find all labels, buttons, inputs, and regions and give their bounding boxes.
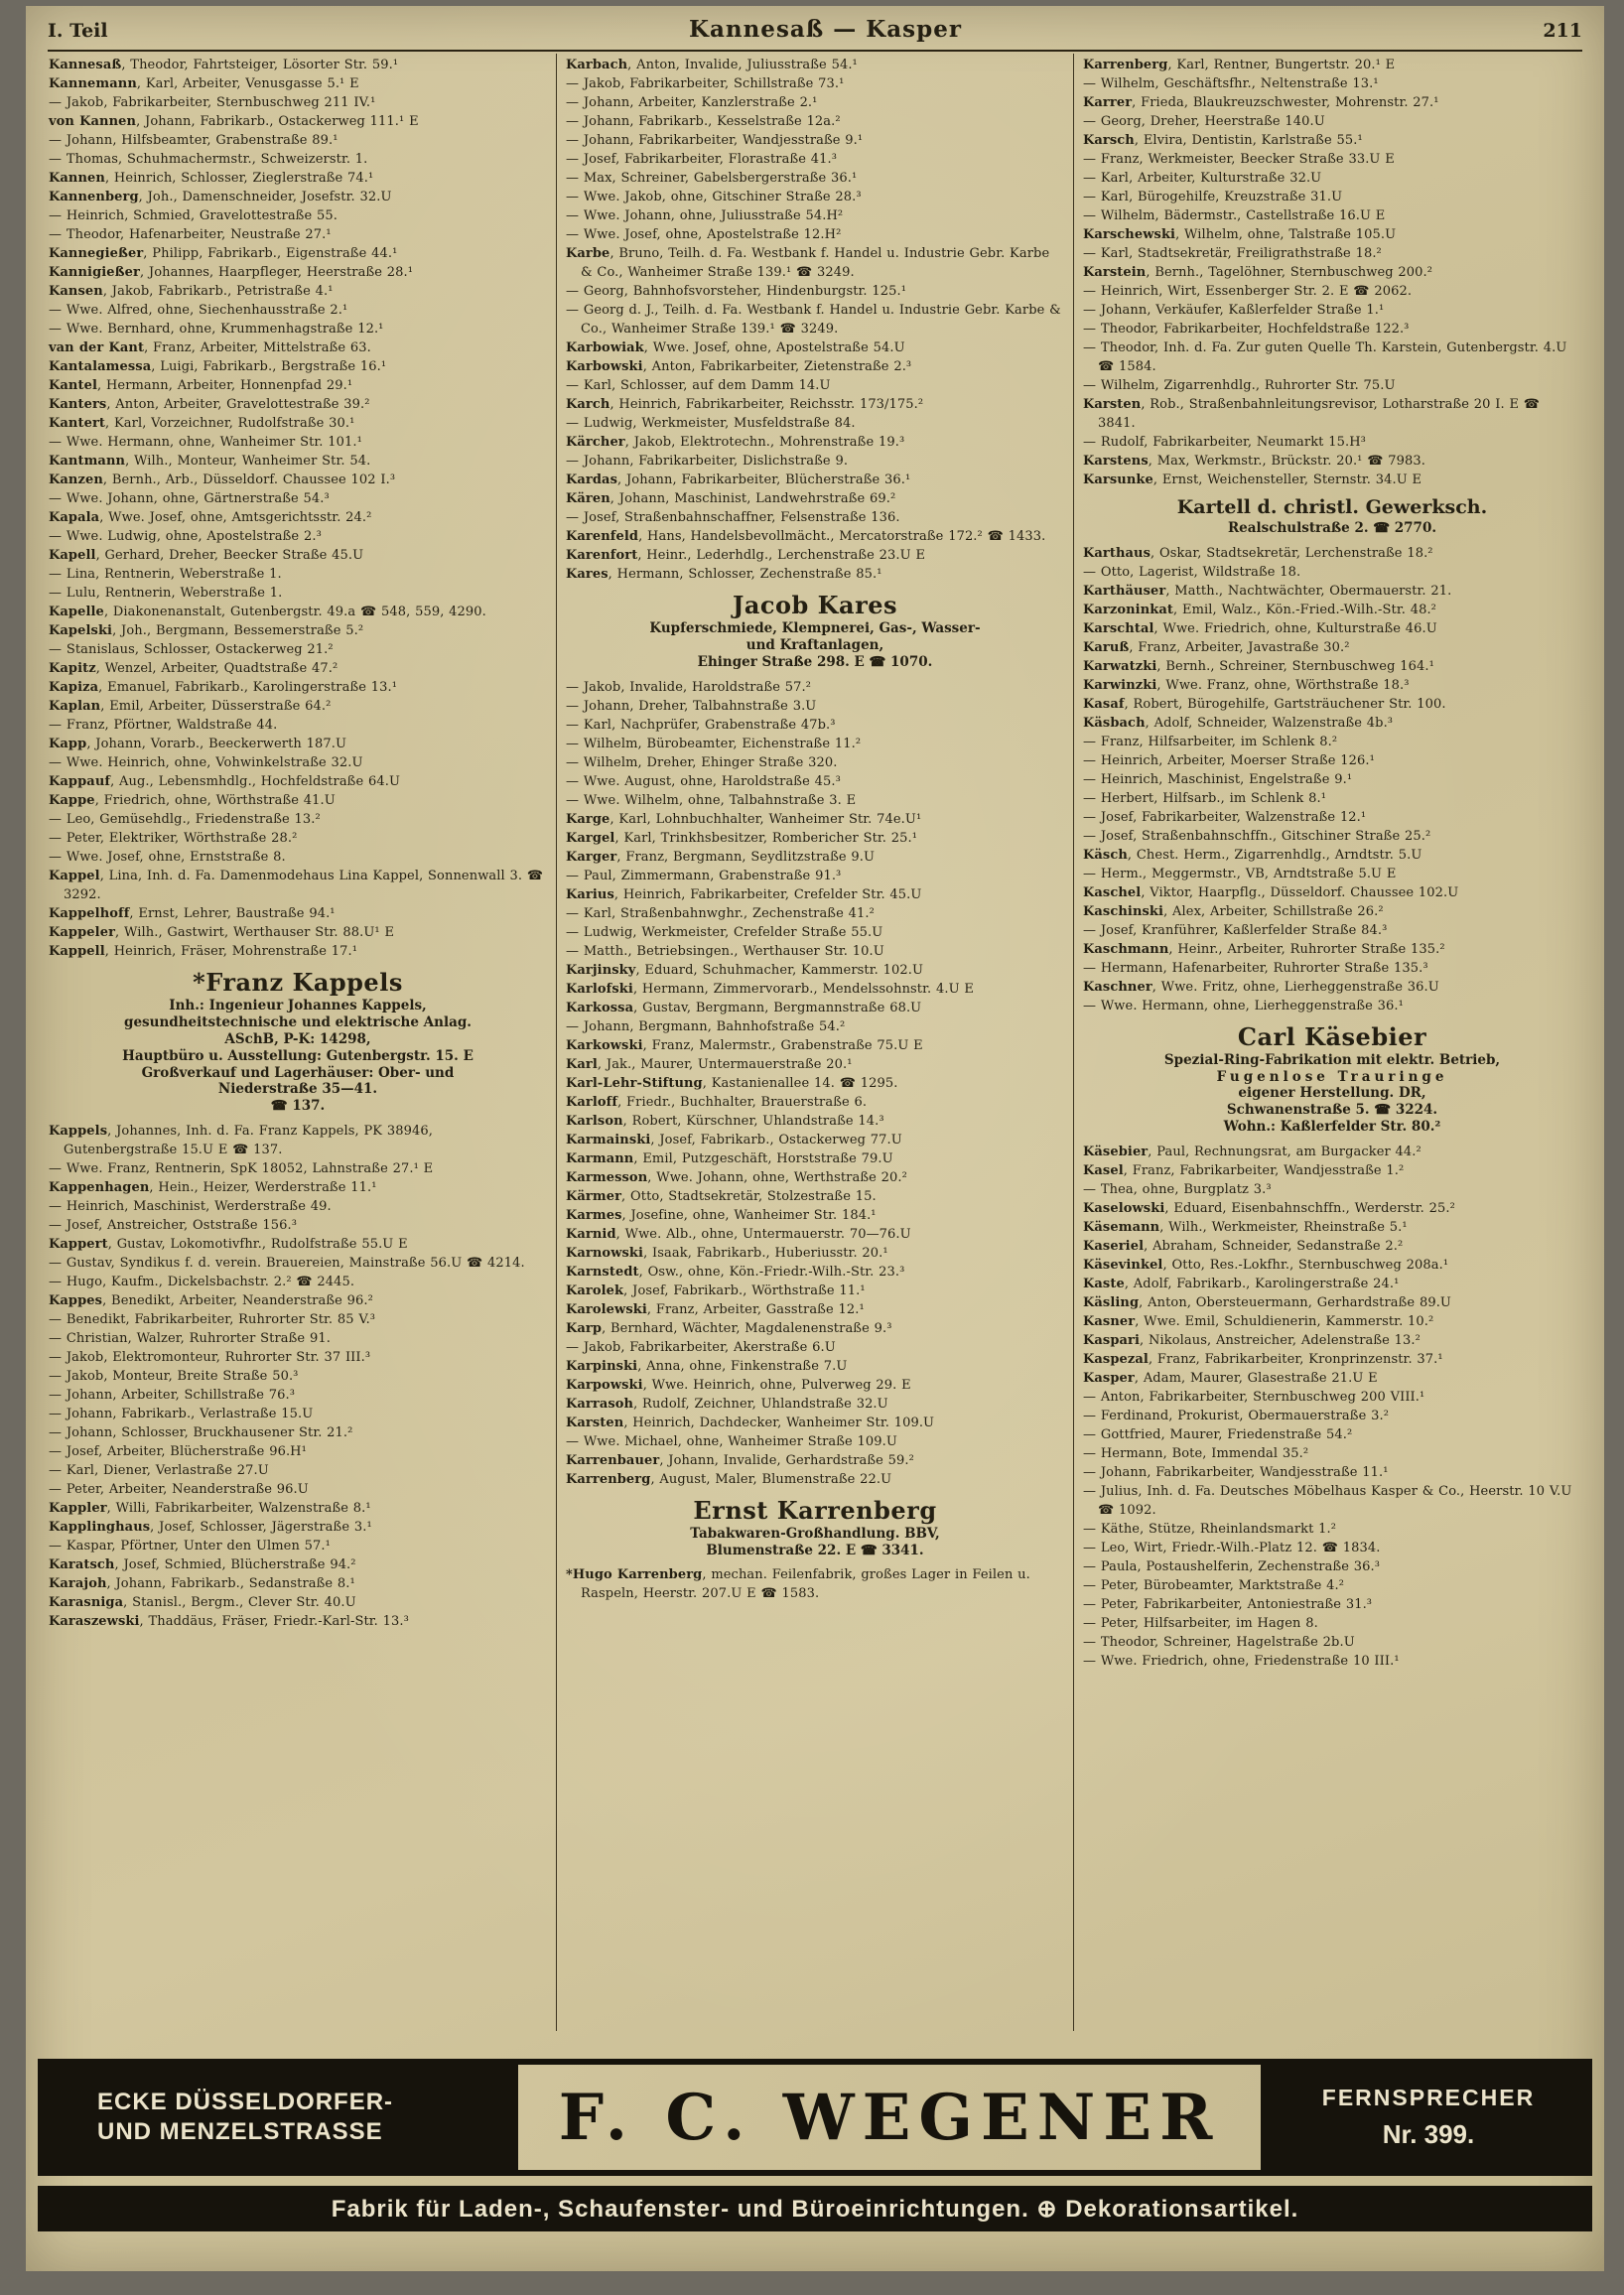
directory-entry: Kappel, Lina, Inh. d. Fa. Damenmodehaus Lina Kappel, Sonnenwall 3. ☎ 3292. (49, 869, 544, 902)
ad-line: Kartell d. christl. Gewerksch. (1176, 496, 1488, 518)
directory-entry: Karrenberg, Karl, Rentner, Bungertstr. 20.¹ E (1083, 58, 1396, 72)
directory-entry: Karloff, Friedr., Buchhalter, Brauerstraße 6. (566, 1094, 868, 1110)
directory-entry: — Kaspar, Pförtner, Unter den Ulmen 57.¹ (49, 1539, 331, 1554)
directory-entry: Karlofski, Hermann, Zimmervorarb., Mendelssohnstr. 4.U E (566, 981, 974, 997)
directory-entry: Karkossa, Gustav, Bergmann, Bergmannstraße 68.U (566, 1000, 922, 1015)
directory-entry: Karkowski, Franz, Malermstr., Grabenstraße 75.U E (566, 1037, 923, 1053)
ad-line: Niederstraße 35—41. (217, 1081, 378, 1098)
directory-entry: — Josef, Kranführer, Kaßlerfelder Straße 84.³ (1083, 922, 1388, 938)
ad-line: Großverkauf und Lagerhäuser: Ober- und (141, 1064, 455, 1081)
directory-entry: — Wwe. Alfred, ohne, Siechenhausstraße 2.¹ (49, 303, 348, 318)
directory-entry: Karasniga, Stanisl., Bergm., Clever Str. 40.U (49, 1595, 356, 1611)
directory-entry: — Johann, Fabrikarb., Verlastraße 15.U (49, 1407, 314, 1422)
directory-entry: — Stanislaus, Schlosser, Ostackerweg 21.² (49, 642, 334, 657)
directory-entry: Kantalamessa, Luigi, Fabrikarb., Bergstraße 16.¹ (49, 359, 387, 374)
directory-entry: Kären, Johann, Maschinist, Landwehrstraße 69.² (566, 491, 896, 506)
directory-entry: Kantel, Hermann, Arbeiter, Honnenpfad 29.¹ (49, 378, 353, 393)
directory-entry: — Leo, Wirt, Friedr.-Wilh.-Platz 12. ☎ 1834. (1083, 1541, 1381, 1555)
directory-entry: — Wwe. Hermann, ohne, Lierheggenstraße 36.¹ (1083, 998, 1404, 1013)
directory-entry: Käsevinkel, Otto, Res.-Lokfhr., Sternbuschweg 208a.¹ (1083, 1258, 1449, 1273)
directory-page (26, 6, 1604, 2271)
directory-entry: — Peter, Fabrikarbeiter, Antoniestraße 31.³ (1083, 1597, 1373, 1612)
directory-entry: — Jakob, Elektromonteur, Ruhrorter Str. 37 III.³ (49, 1350, 371, 1366)
directory-entry: — Jakob, Fabrikarbeiter, Sternbuschweg 211 IV.¹ (49, 95, 376, 110)
directory-entry: Kasper, Adam, Maurer, Glasestraße 21.U E (1083, 1371, 1378, 1386)
directory-entry: Kappe, Friedrich, ohne, Wörthstraße 41.U (49, 793, 336, 808)
directory-entry: Kapitz, Wenzel, Arbeiter, Quadtstraße 47.² (49, 661, 338, 676)
directory-entry: Karthäuser, Matth., Nachtwächter, Obermauerstr. 21. (1083, 583, 1452, 599)
directory-entry: — Jakob, Monteur, Breite Straße 50.³ (49, 1369, 299, 1385)
directory-entry: Kappell, Heinrich, Fräser, Mohrenstraße 17.¹ (49, 944, 358, 959)
directory-entry: von Kannen, Johann, Fabrikarb., Ostackerweg 111.¹ E (49, 114, 419, 129)
directory-entry: — Wwe. Wilhelm, ohne, Talbahnstraße 3. E (566, 792, 857, 808)
directory-entry: — Leo, Gemüsehdlg., Friedenstraße 13.² (49, 812, 321, 827)
directory-entry: Karenfeld, Hans, Handelsbevollmächt., Mercatorstraße 172.² ☎ 1433. (566, 529, 1046, 544)
directory-entry: Käsbach, Adolf, Schneider, Walzenstraße 4b.³ (1083, 715, 1394, 731)
directory-entry: Karrenberg, August, Maler, Blumenstraße 22.U (566, 1471, 892, 1487)
directory-entry: — Peter, Arbeiter, Neanderstraße 96.U (49, 1482, 309, 1498)
directory-entry: Karuß, Franz, Arbeiter, Javastraße 30.² (1083, 639, 1350, 655)
directory-entry: — Wwe. Johann, ohne, Juliusstraße 54.H² (566, 208, 844, 223)
directory-entry: Kannemann, Karl, Arbeiter, Venusgasse 5.¹ E (49, 76, 359, 91)
directory-entry: — Wwe. Franz, Rentnerin, SpK 18052, Lahnstraße 27.¹ E (49, 1161, 434, 1177)
directory-entry: — Anton, Fabrikarbeiter, Sternbuschweg 200 VIII.¹ (1083, 1390, 1425, 1405)
directory-entry: — Benedikt, Fabrikarbeiter, Ruhrorter Str. 85 V.³ (49, 1312, 376, 1328)
directory-entry: — Karl, Arbeiter, Kulturstraße 32.U (1083, 171, 1322, 186)
directory-entry: Kaselowski, Eduard, Eisenbahnschffn., Werderstr. 25.² (1083, 1201, 1455, 1216)
directory-entry: — Karl, Nachprüfer, Grabenstraße 47b.³ (566, 717, 836, 733)
ad-ernst-karrenberg (568, 1496, 1062, 1559)
directory-entry: Käsling, Anton, Obersteuermann, Gerhardstraße 89.U (1083, 1295, 1451, 1310)
ad-line: Carl Käsebier (1237, 1021, 1427, 1051)
directory-entry: Karolek, Josef, Fabrikarb., Wörthstraße 11.¹ (566, 1282, 866, 1298)
ad-address-line: UND MENZELSTRASSE (97, 2118, 383, 2145)
directory-entry: Karwatzki, Bernh., Schreiner, Sternbuschweg 164.¹ (1083, 658, 1434, 674)
directory-entry: Karl, Jak., Maurer, Untermauerstraße 20.¹ (566, 1056, 853, 1072)
directory-entry: Käsch, Chest. Herm., Zigarrenhdlg., Arndtstr. 5.U (1083, 847, 1422, 863)
directory-entry: — Karl, Schlosser, auf dem Damm 14.U (566, 378, 831, 393)
directory-entry: — Hermann, Bote, Immendal 35.² (1083, 1446, 1309, 1461)
directory-entry: — Thea, ohne, Burgplatz 3.³ (1083, 1182, 1272, 1197)
directory-entry: Käsemann, Wilh., Werkmeister, Rheinstraße 5.¹ (1083, 1220, 1408, 1235)
directory-entry: Karlson, Robert, Kürschner, Uhlandstraße 14.³ (566, 1113, 884, 1129)
directory-entry: — Herm., Meggermstr., VB, Arndtstraße 5.U E (1083, 866, 1397, 881)
directory-entry: Kares, Hermann, Schlosser, Zechenstraße 85.¹ (566, 567, 882, 582)
directory-entry: Kaschmann, Heinr., Arbeiter, Ruhrorter Straße 135.² (1083, 941, 1445, 957)
directory-entry: — Matth., Betriebsingen., Werthauser Str. 10.U (566, 943, 884, 959)
directory-entry: — Jakob, Fabrikarbeiter, Schillstraße 73.¹ (566, 76, 845, 91)
directory-entry: Kaseriel, Abraham, Schneider, Sedanstraße 2.² (1083, 1239, 1404, 1254)
directory-entry: — Johann, Dreher, Talbahnstraße 3.U (566, 698, 817, 714)
directory-entry: Karbe, Bruno, Teilh. d. Fa. Westbank f. Handel u. Industrie Gebr. Karbe & Co., Wanheimer Straße 139.¹ ☎ 3249. (566, 246, 1050, 280)
directory-entry: Kappauf, Aug., Lebensmhdlg., Hochfeldstraße 64.U (49, 774, 401, 789)
directory-entry: — Herbert, Hilfsarb., im Schlenk 8.¹ (1083, 790, 1327, 806)
directory-entry: — Johann, Schlosser, Bruckhausener Str. 21.² (49, 1425, 353, 1441)
directory-entry: — Hermann, Hafenarbeiter, Ruhrorter Straße 135.³ (1083, 960, 1428, 976)
directory-entry: Karstein, Bernh., Tagelöhner, Sternbuschweg 200.² (1083, 265, 1433, 280)
ad-line: Schwanenstraße 5. ☎ 3224. (1226, 1102, 1438, 1119)
directory-entry: Kasel, Franz, Fabrikarbeiter, Wandjesstraße 1.² (1083, 1163, 1405, 1178)
ad-line: Kupferschmiede, Klempnerei, Gas-, Wasser- (649, 620, 981, 636)
directory-entry: — Josef, Anstreicher, Oststraße 156.³ (49, 1218, 298, 1234)
directory-entry: Kappeler, Wilh., Gastwirt, Werthauser Str. 88.U¹ E (49, 925, 395, 940)
ad-line: Wohn.: Kaßlerfelder Str. 80.² (1223, 1119, 1441, 1136)
page-number: 211 (1543, 20, 1582, 42)
directory-entry: Karch, Heinrich, Fabrikarbeiter, Reichsstr. 173/175.² (566, 397, 924, 412)
ad-kartell-gewerkschaften (1085, 496, 1579, 537)
directory-entry: Karrenbauer, Johann, Invalide, Gerhardstraße 59.² (566, 1452, 914, 1468)
directory-entry: — Wilhelm, Bürobeamter, Eichenstraße 11.² (566, 736, 862, 751)
directory-entry: — Wilhelm, Geschäftsfhr., Neltenstraße 13.¹ (1083, 76, 1379, 91)
directory-entry: — Gustav, Syndikus f. d. verein. Brauereien, Mainstraße 56.U ☎ 4214. (49, 1256, 525, 1272)
ad-line: Tabakwaren-Großhandlung. BBV, (690, 1525, 940, 1542)
directory-entry: — Karl, Straßenbahnwghr., Zechenstraße 41.² (566, 905, 875, 921)
directory-entry: — Thomas, Schuhmachermstr., Schweizerstr. 1. (49, 152, 368, 167)
ad-line: Hauptbüro u. Ausstellung: Gutenbergstr. 15. E (122, 1047, 474, 1064)
directory-entry: — Josef, Fabrikarbeiter, Florastraße 41.³ (566, 152, 838, 167)
directory-entry: — Georg, Dreher, Heerstraße 140.U (1083, 114, 1325, 129)
directory-entry: — Karl, Bürogehilfe, Kreuzstraße 31.U (1083, 190, 1343, 204)
ad-line: Fugenlose Trauringe (1216, 1068, 1448, 1085)
directory-entry: Kaschner, Wwe. Fritz, ohne, Lierheggenstraße 36.U (1083, 979, 1439, 995)
directory-entry: Kappelhoff, Ernst, Lehrer, Baustraße 94.¹ (49, 906, 336, 921)
directory-entry: — Johann, Fabrikarbeiter, Dislichstraße 9. (566, 454, 849, 469)
directory-entry: Karbach, Anton, Invalide, Juliusstraße 54.¹ (566, 58, 858, 72)
ad-carl-kaesebier (1085, 1022, 1579, 1136)
directory-entry: — Käthe, Stütze, Rheinlandsmarkt 1.² (1083, 1522, 1337, 1537)
directory-entry: — Max, Schreiner, Gabelsbergerstraße 36.¹ (566, 171, 858, 186)
directory-entry: Karge, Karl, Lohnbuchhalter, Wanheimer Str. 74e.U¹ (566, 811, 922, 827)
directory-entry: Kardas, Johann, Fabrikarbeiter, Blücherstraße 36.¹ (566, 472, 911, 487)
directory-entry: Kasaf, Robert, Bürogehilfe, Gartsträuchener Str. 100. (1083, 696, 1446, 712)
ad-phone-label: FERNSPRECHER (1321, 2085, 1536, 2110)
directory-entry: Kannigießer, Johannes, Haarpfleger, Heerstraße 28.¹ (49, 265, 414, 280)
directory-entry: Kapell, Gerhard, Dreher, Beecker Straße 45.U (49, 548, 364, 563)
directory-entry: Kantmann, Wilh., Monteur, Wanheimer Str. 54. (49, 454, 371, 469)
directory-entry: — Lina, Rentnerin, Weberstraße 1. (49, 567, 282, 582)
directory-entry: Karpowski, Wwe. Heinrich, ohne, Pulverweg 29. E (566, 1377, 911, 1393)
directory-entry: Karp, Bernhard, Wächter, Magdalenenstraße 9.³ (566, 1320, 892, 1336)
directory-entry: — Wwe. Ludwig, ohne, Apostelstraße 2.³ (49, 529, 322, 544)
ad-line: Jacob Kares (733, 591, 897, 619)
directory-entry: — Heinrich, Schmied, Gravelottestraße 55. (49, 208, 338, 223)
directory-entry: Karrasoh, Rudolf, Zeichner, Uhlandstraße 32.U (566, 1396, 888, 1412)
directory-entry: Karsch, Elvira, Dentistin, Karlstraße 55.¹ (1083, 133, 1363, 148)
directory-entry: — Gottfried, Maurer, Friedenstraße 54.² (1083, 1427, 1353, 1442)
directory-entry: Kanters, Anton, Arbeiter, Gravelottestraße 39.² (49, 397, 370, 412)
ad-line: gesundheitstechnische und elektrische Anlag. (124, 1013, 472, 1030)
ad-company-name: F. C. WEGENER (518, 2065, 1261, 2170)
directory-entry: — Heinrich, Maschinist, Werderstraße 49. (49, 1199, 332, 1215)
directory-entry: — Johann, Fabrikarb., Kesselstraße 12a.² (566, 114, 841, 129)
directory-entry: Karsten, Rob., Straßenbahnleitungsrevisor, Lotharstraße 20 I. E ☎ 3841. (1083, 397, 1541, 431)
directory-entry: — Julius, Inh. d. Fa. Deutsches Möbelhaus Kasper & Co., Heerstr. 10 V.U ☎ 1092. (1083, 1484, 1572, 1518)
directory-entry: — Karl, Stadtsekretär, Freiligrathstraße 18.² (1083, 246, 1382, 261)
directory-entry: — Otto, Lagerist, Wildstraße 18. (1083, 564, 1301, 580)
directory-entry: — Rudolf, Fabrikarbeiter, Neumarkt 15.H³ (1083, 435, 1366, 450)
directory-entry: — Wwe. August, ohne, Haroldstraße 45.³ (566, 773, 841, 789)
directory-entry: Karpinski, Anna, ohne, Finkenstraße 7.U (566, 1358, 848, 1374)
directory-entry: Karenfort, Heinr., Lederhdlg., Lerchenstraße 23.U E (566, 548, 926, 563)
directory-entry: — Lulu, Rentnerin, Weberstraße 1. (49, 586, 283, 601)
wegener-ad-strip: Fabrik für Laden-, Schaufenster- und Büroeinrichtungen. ⊕ Dekorationsartikel. (38, 2186, 1592, 2231)
directory-entry: — Franz, Werkmeister, Beecker Straße 33.U E (1083, 152, 1395, 167)
directory-entry: — Josef, Fabrikarbeiter, Walzenstraße 12.¹ (1083, 809, 1367, 825)
directory-entry: — Wwe. Josef, ohne, Ernststraße 8. (49, 850, 286, 865)
directory-entry: Kantert, Karl, Vorzeichner, Rudolfstraße 30.¹ (49, 416, 355, 431)
directory-entry: Kaste, Adolf, Fabrikarb., Karolingerstraße 24.¹ (1083, 1277, 1400, 1291)
directory-entry: Karmesson, Wwe. Johann, ohne, Werthstraße 20.² (566, 1169, 907, 1185)
ad-phone-number: Nr. 399. (1382, 2119, 1475, 2149)
ad-address-block (38, 2059, 514, 2176)
directory-entry: — Ludwig, Werkmeister, Musfeldstraße 84. (566, 416, 856, 431)
directory-entry: Kappert, Gustav, Lokomotivfhr., Rudolfstraße 55.U E (49, 1237, 408, 1253)
ad-line: ☎ 137. (270, 1098, 326, 1115)
directory-entry: — Jakob, Fabrikarbeiter, Akerstraße 6.U (566, 1339, 836, 1355)
directory-entry: — Johann, Arbeiter, Kanzlerstraße 2.¹ (566, 95, 818, 110)
directory-entry: Kappels, Johannes, Inh. d. Fa. Franz Kappels, PK 38946, Gutenbergstraße 15.U E ☎ 137. (49, 1124, 433, 1158)
directory-entry: — Karl, Diener, Verlastraße 27.U (49, 1463, 269, 1479)
directory-entry: — Heinrich, Maschinist, Engelstraße 9.¹ (1083, 771, 1353, 787)
directory-entry: Karius, Heinrich, Fabrikarbeiter, Crefelder Str. 45.U (566, 886, 922, 902)
directory-entry: Kapplinghaus, Josef, Schlosser, Jägerstraße 3.¹ (49, 1520, 372, 1536)
directory-entry: Kapiza, Emanuel, Fabrikarb., Karolingerstraße 13.¹ (49, 680, 398, 695)
directory-entry: Kasner, Wwe. Emil, Schuldienerin, Kammerstr. 10.² (1083, 1314, 1434, 1329)
directory-entry: — Theodor, Schreiner, Hagelstraße 2b.U (1083, 1635, 1355, 1650)
ad-line: Inh.: Ingenieur Johannes Kappels, (169, 998, 427, 1013)
directory-entry: Karrer, Frieda, Blaukreuzschwester, Mohrenstr. 27.¹ (1083, 95, 1439, 110)
directory-entry: Kaspari, Nikolaus, Anstreicher, Adelenstraße 13.² (1083, 1333, 1421, 1348)
directory-entry: Kannenberg, Joh., Damenschneider, Josefstr. 32.U (49, 190, 392, 204)
directory-entry: — Josef, Straßenbahnschffn., Gitschiner Straße 25.² (1083, 828, 1431, 844)
directory-entry: — Franz, Pförtner, Waldstraße 44. (49, 718, 278, 733)
directory-entry: Karatsch, Josef, Schmied, Blücherstraße 94.² (49, 1557, 356, 1573)
directory-entry: Kapelle, Diakonenanstalt, Gutenbergstr. 49.a ☎ 548, 559, 4290. (49, 605, 486, 619)
directory-entry: Kapelski, Joh., Bergmann, Bessemerstraße 5.² (49, 623, 364, 638)
directory-entry: — Wwe. Friedrich, ohne, Friedenstraße 10 III.¹ (1083, 1654, 1400, 1669)
directory-entry: Kappes, Benedikt, Arbeiter, Neanderstraße 96.² (49, 1293, 373, 1309)
directory-column-1 (40, 54, 556, 2031)
directory-entry: Karbowiak, Wwe. Josef, ohne, Apostelstraße 54.U (566, 340, 905, 355)
directory-column-3 (1073, 54, 1590, 2031)
ad-line: Blumenstraße 22. E ☎ 3341. (706, 1542, 924, 1558)
directory-entry: Karolewski, Franz, Arbeiter, Gasstraße 12.¹ (566, 1301, 865, 1317)
directory-entry: Karaszewski, Thaddäus, Fräser, Friedr.-Karl-Str. 13.³ (49, 1614, 409, 1630)
directory-entry: Karajoh, Johann, Fabrikarb., Sedanstraße 8.¹ (49, 1576, 355, 1592)
directory-entry: Karstens, Max, Werkmstr., Brückstr. 20.¹ ☎ 7983. (1083, 454, 1425, 469)
page-title: Kannesaß — Kasper (688, 16, 962, 43)
directory-entry: Karmes, Josefine, ohne, Wanheimer Str. 184.¹ (566, 1207, 877, 1223)
directory-entry: Karnowski, Isaak, Fabrikarb., Huberiusstr. 20.¹ (566, 1245, 888, 1261)
directory-entry: Kannen, Heinrich, Schlosser, Zieglerstraße 74.¹ (49, 171, 374, 186)
directory-entry: Kaschinski, Alex, Arbeiter, Schillstraße 26.² (1083, 903, 1384, 919)
directory-entry: — Wilhelm, Bädermstr., Castellstraße 16.U E (1083, 208, 1386, 223)
directory-entry: — Johann, Arbeiter, Schillstraße 76.³ (49, 1388, 296, 1404)
directory-entry: — Ludwig, Werkmeister, Crefelder Straße 55.U (566, 924, 883, 940)
directory-entry: — Wwe. Hermann, ohne, Wanheimer Str. 101.¹ (49, 435, 362, 450)
directory-entry: Kappenhagen, Hein., Heizer, Werderstraße 11.¹ (49, 1180, 377, 1196)
directory-entry: — Franz, Hilfsarbeiter, im Schlenk 8.² (1083, 734, 1338, 749)
directory-entry: — Josef, Arbeiter, Blücherstraße 96.H¹ (49, 1444, 307, 1460)
directory-entry: Käsebier, Paul, Rechnungsrat, am Burgacker 44.² (1083, 1145, 1421, 1159)
directory-entry: — Christian, Walzer, Ruhrorter Straße 91. (49, 1331, 331, 1347)
directory-entry: Kapp, Johann, Vorarb., Beeckerwerth 187.U (49, 737, 347, 751)
directory-entry: — Jakob, Invalide, Haroldstraße 57.² (566, 679, 812, 695)
directory-entry: Karl-Lehr-Stiftung, Kastanienallee 14. ☎ 1295. (566, 1075, 898, 1091)
directory-entry: Karnstedt, Osw., ohne, Kön.-Friedr.-Wilh.-Str. 23.³ (566, 1264, 905, 1280)
directory-columns (40, 54, 1590, 2031)
directory-entry: — Theodor, Fabrikarbeiter, Hochfeldstraße 122.³ (1083, 322, 1410, 337)
directory-entry: Karschewski, Wilhelm, ohne, Talstraße 105.U (1083, 227, 1397, 242)
ad-line: Spezial-Ring-Fabrikation mit elektr. Betrieb, (1163, 1051, 1501, 1068)
directory-entry: — Peter, Bürobeamter, Marktstraße 4.² (1083, 1578, 1345, 1593)
ad-line: Realschulstraße 2. ☎ 2770. (1227, 519, 1437, 536)
ad-jacob-kares (568, 591, 1062, 671)
directory-entry: — Wwe. Michael, ohne, Wanheimer Straße 109.U (566, 1433, 897, 1449)
directory-entry: Kaschel, Viktor, Haarpflg., Düsseldorf. Chaussee 102.U (1083, 884, 1459, 900)
directory-entry: Kärmer, Otto, Stadtsekretär, Stolzestraße 15. (566, 1188, 877, 1204)
directory-entry: — Hugo, Kaufm., Dickelsbachstr. 2.² ☎ 2445. (49, 1275, 355, 1290)
directory-entry: — Peter, Elektriker, Wörthstraße 28.² (49, 831, 298, 846)
ad-line: ASchB, P-K: 14298, (224, 1030, 371, 1047)
directory-entry: Kanzen, Bernh., Arb., Düsseldorf. Chaussee 102 I.³ (49, 472, 396, 487)
directory-entry: Karmainski, Josef, Fabrikarb., Ostackerweg 77.U (566, 1132, 902, 1148)
directory-entry: — Heinrich, Wirt, Essenberger Str. 2. E ☎ 2062. (1083, 284, 1413, 299)
directory-entry: van der Kant, Franz, Arbeiter, Mittelstraße 63. (49, 340, 371, 355)
directory-entry: Karschtal, Wwe. Friedrich, ohne, Kulturstraße 46.U (1083, 620, 1437, 636)
ad-line: *Franz Kappels (193, 968, 403, 997)
ad-address-line: ECKE DÜSSELDORFER- (97, 2089, 394, 2115)
directory-entry: — Wwe. Heinrich, ohne, Vohwinkelstraße 32.U (49, 755, 363, 770)
directory-entry: Karmann, Emil, Putzgeschäft, Horststraße 79.U (566, 1150, 893, 1166)
wegener-ad-banner (38, 2059, 1592, 2176)
ad-line: Ernst Karrenberg (693, 1495, 937, 1525)
ad-line: Ehinger Straße 298. E ☎ 1070. (697, 653, 933, 670)
directory-entry: Karwinzki, Wwe. Franz, ohne, Wörthstraße 18.³ (1083, 677, 1410, 693)
directory-entry: Karjinsky, Eduard, Schuhmacher, Kammerstr. 102.U (566, 962, 924, 978)
directory-entry: Karsunke, Ernst, Weichensteller, Sternstr. 34.U E (1083, 472, 1422, 487)
ad-line: eigener Herstellung. DR, (1238, 1085, 1426, 1102)
directory-entry: — Wwe. Johann, ohne, Gärtnerstraße 54.³ (49, 491, 330, 506)
section-label: I. Teil (48, 20, 108, 42)
directory-entry: — Johann, Hilfsbeamter, Grabenstraße 89.¹ (49, 133, 338, 148)
ad-phone-block (1265, 2059, 1592, 2176)
directory-entry: — Peter, Hilfsarbeiter, im Hagen 8. (1083, 1616, 1318, 1631)
directory-entry: — Johann, Bergmann, Bahnhofstraße 54.² (566, 1018, 846, 1034)
directory-entry: *Hugo Karrenberg, mechan. Feilenfabrik, großes Lager in Feilen u. Raspeln, Heerstr. 207.U E ☎ 1583. (566, 1567, 1030, 1602)
directory-entry: Kärcher, Jakob, Elektrotechn., Mohrenstraße 19.³ (566, 435, 905, 450)
directory-entry: — Josef, Straßenbahnschaffner, Felsenstraße 136. (566, 510, 900, 525)
directory-entry: — Ferdinand, Prokurist, Obermauerstraße 3.² (1083, 1409, 1390, 1423)
directory-entry: — Wilhelm, Zigarrenhdlg., Ruhrorter Str. 75.U (1083, 378, 1396, 393)
directory-entry: — Wilhelm, Dreher, Ehinger Straße 320. (566, 754, 838, 770)
directory-entry: Karzoninkat, Emil, Walz., Kön.-Fried.-Wilh.-Str. 48.² (1083, 602, 1436, 617)
directory-entry: — Wwe. Josef, ohne, Apostelstraße 12.H² (566, 227, 842, 242)
directory-entry: — Paul, Zimmermann, Grabenstraße 91.³ (566, 868, 842, 883)
directory-entry: — Wwe. Bernhard, ohne, Krummenhagstraße 12.¹ (49, 322, 384, 337)
directory-entry: — Johann, Verkäufer, Kaßlerfelder Straße 1.¹ (1083, 303, 1385, 318)
directory-entry: Kargel, Karl, Trinkhsbesitzer, Rombericher Str. 25.¹ (566, 830, 918, 846)
directory-entry: Karnid, Wwe. Alb., ohne, Untermauerstr. 70—76.U (566, 1226, 911, 1242)
directory-entry: Kapala, Wwe. Josef, ohne, Amtsgerichtsstr. 24.² (49, 510, 372, 525)
directory-entry: Kaplan, Emil, Arbeiter, Düsserstraße 64.² (49, 699, 332, 714)
directory-entry: — Theodor, Hafenarbeiter, Neustraße 27.¹ (49, 227, 332, 242)
ad-franz-kappels (51, 968, 545, 1115)
directory-entry: Kansen, Jakob, Fabrikarb., Petristraße 4.¹ (49, 284, 334, 299)
page-header (48, 16, 1582, 52)
directory-entry: Karbowski, Anton, Fabrikarbeiter, Zietenstraße 2.³ (566, 359, 912, 374)
directory-entry: Karger, Franz, Bergmann, Seydlitzstraße 9.U (566, 849, 876, 865)
directory-column-2 (556, 54, 1073, 2031)
directory-entry: Kannesaß, Theodor, Fahrtsteiger, Lösorter Str. 59.¹ (49, 58, 399, 72)
directory-entry: Kaspezal, Franz, Fabrikarbeiter, Kronprinzenstr. 37.¹ (1083, 1352, 1443, 1367)
directory-entry: — Paula, Postaushelferin, Zechenstraße 36.³ (1083, 1559, 1381, 1574)
directory-entry: — Theodor, Inh. d. Fa. Zur guten Quelle Th. Karstein, Gutenbergstr. 4.U ☎ 1584. (1083, 340, 1567, 374)
directory-entry: — Wwe. Jakob, ohne, Gitschiner Straße 28.³ (566, 190, 862, 204)
directory-entry: Kannegießer, Philipp, Fabrikarb., Eigenstraße 44.¹ (49, 246, 398, 261)
directory-entry: — Johann, Fabrikarbeiter, Wandjesstraße 9.¹ (566, 133, 864, 148)
directory-entry: — Georg d. J., Teilh. d. Fa. Westbank f. Handel u. Industrie Gebr. Karbe & Co., Wanheimer Straße 139.¹ ☎ 3249. (566, 303, 1061, 337)
ad-line: und Kraftanlagen, (745, 636, 884, 653)
directory-entry: Karthaus, Oskar, Stadtsekretär, Lerchenstraße 18.² (1083, 545, 1433, 561)
directory-entry: — Georg, Bahnhofsvorsteher, Hindenburgstr. 125.¹ (566, 284, 907, 299)
directory-entry: Karsten, Heinrich, Dachdecker, Wanheimer Str. 109.U (566, 1415, 935, 1430)
directory-entry: — Johann, Fabrikarbeiter, Wandjesstraße 11.¹ (1083, 1465, 1389, 1480)
directory-entry: Kappler, Willi, Fabrikarbeiter, Walzenstraße 8.¹ (49, 1501, 371, 1517)
directory-entry: — Heinrich, Arbeiter, Moerser Straße 126.¹ (1083, 752, 1375, 768)
